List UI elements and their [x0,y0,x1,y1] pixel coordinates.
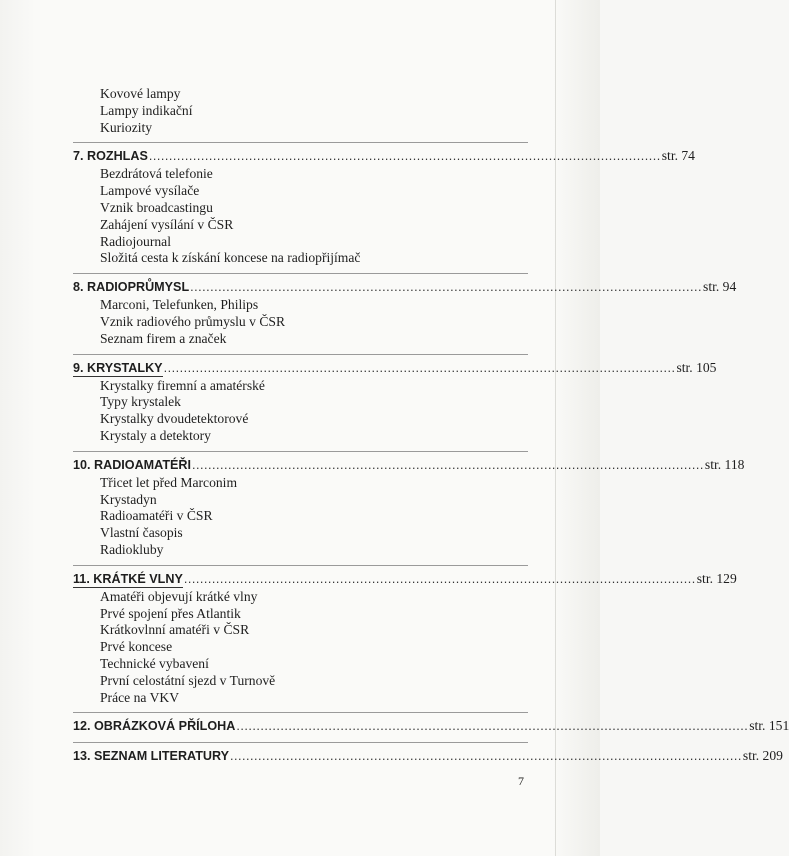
toc-subitem: Složitá cesta k získání koncese na radiopřijímač [100,250,361,266]
toc-subitem: Marconi, Telefunken, Philips [100,297,259,313]
toc-chapter-8 [73,277,737,297]
toc-subitem: Technické vybavení [100,655,209,671]
table-of-contents [73,86,789,766]
toc-subitem: Lampové vysílače [100,183,200,199]
toc-subitem: Práce na VKV [100,689,180,705]
toc-subitem: Vznik radiového průmyslu v ČSR [100,313,286,329]
leader-dots: ................................................................................................................................ [163,360,676,375]
toc-subitem: Kuriozity [100,119,153,135]
toc-divider [73,354,528,355]
toc-subitem: Amatéři objevují krátké vlny [100,588,258,604]
toc-subitem: Krystaly a detektory [100,427,211,443]
toc-divider [73,451,528,452]
leader-dots: ................................................................................................................................ [230,749,742,764]
toc-subitem: Kovové lampy [100,86,181,101]
toc-subitem: Radiokluby [100,541,164,557]
chapter-page: str. 209 [742,748,783,764]
toc-subitem: Seznam firem a značek [100,330,227,346]
leader-dots: ................................................................................................................................ [183,571,696,586]
leader-dots: ................................................................................................................................ [190,280,703,295]
toc-subitem: Radiojournal [100,233,171,249]
toc-subitem: Krystalky dvoudetektorové [100,411,249,427]
chapter-title: 12. OBRÁZKOVÁ PŘÍLOHA [73,719,236,734]
chapter-page: str. 151 [749,718,789,734]
toc-subitem: Třicet let před Marconim [100,474,238,490]
toc-subitem: Krátkovlnní amatéři v ČSR [100,622,250,638]
toc-chapter-7 [73,146,695,166]
chapter-title: 13. SEZNAM LITERATURY [73,749,230,764]
toc-chapter-11 [73,569,737,589]
chapter-page: str. 94 [703,279,737,295]
toc-chapter-12 [73,716,789,736]
toc-subitem: Prvé koncese [100,639,173,655]
chapter-title: 8. RADIOPRŮMYSL [73,280,190,295]
chapter-page: str. 118 [704,456,745,472]
toc-subitem: Lampy indikační [100,102,193,118]
toc-subitem: První celostátní sjezd v Turnově [100,672,276,688]
toc-subitem: Bezdrátová telefonie [100,166,213,182]
toc-subitem: Typy krystalek [100,394,181,410]
toc-subitem: Vlastní časopis [100,525,183,541]
toc-chapter-13 [73,746,783,766]
chapter-title: 7. ROZHLAS [73,149,148,164]
toc-subitem: Vznik broadcastingu [100,199,213,215]
chapter-page: str. 74 [661,148,695,164]
toc-subitem: Krystalky firemní a amatérské [100,377,265,393]
toc-subitem: Radioamatéři v ČSR [100,508,213,524]
chapter-page: str. 105 [676,359,717,375]
toc-divider [73,273,528,274]
leader-dots: ................................................................................................................................ [192,457,704,472]
chapter-title: 11. KRÁTKÉ VLNY [73,571,183,586]
chapter-title: 10. RADIOAMATÉŘI [73,457,192,472]
chapter-title: 9. KRYSTALKY [73,360,163,375]
toc-chapter-10 [73,455,745,475]
toc-subitem: Prvé spojení přes Atlantik [100,605,241,621]
toc-divider [73,142,528,143]
leader-dots: ................................................................................................................................ [236,719,749,734]
toc-divider [73,742,528,743]
toc-chapter-9 [73,358,717,378]
toc-divider [73,712,528,713]
chapter-page: str. 129 [696,570,737,586]
toc-subitem: Zahájení vysílání v ČSR [100,216,234,232]
toc-subitem: Krystadyn [100,491,157,507]
toc-divider [73,565,528,566]
leader-dots: ................................................................................................................................ [148,149,661,164]
page-number: 7 [518,774,524,788]
